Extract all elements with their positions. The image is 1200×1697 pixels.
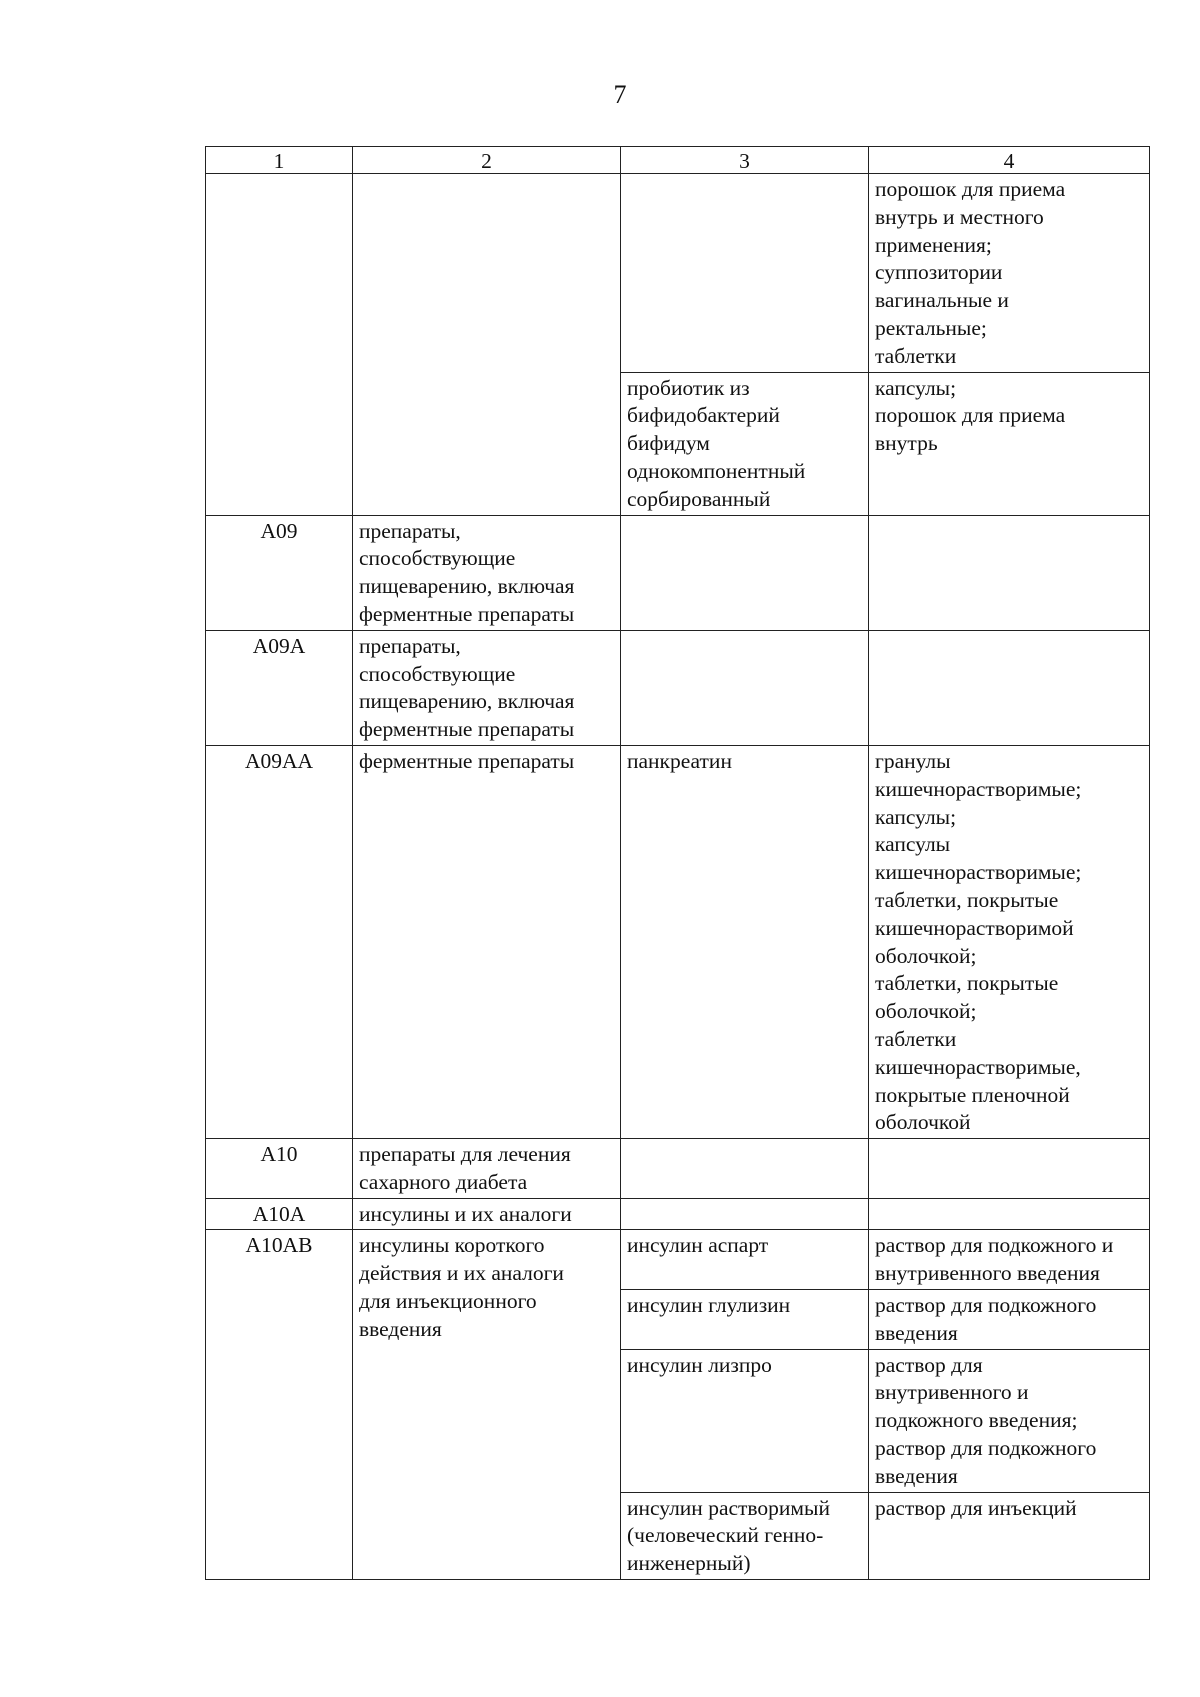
atc-code-cell [206,174,353,516]
drug-name-cell: инсулин растворимый (человеческий генно- инженерный) [621,1492,869,1579]
dosage-form-cell [869,1198,1150,1230]
table-row [206,174,1150,373]
dosage-form-cell: раствор для внутривенного и подкожного введения; раствор для подкожного введения [869,1349,1150,1492]
dosage-form-cell: гранулы кишечнорастворимые; капсулы; капсулы кишечнорастворимые; таблетки, покрытые кишечнорастворимой оболочкой; таблетки, покрытые оболочкой; таблетки кишечнорастворимые, покрытые пленочной оболочкой [869,745,1150,1138]
column-header-3: 3 [621,147,869,174]
dosage-form-cell [869,1139,1150,1199]
drug-name-cell [621,1198,869,1230]
group-name-cell: инсулины и их аналоги [353,1198,621,1230]
drug-name-cell: инсулин лизпро [621,1349,869,1492]
group-name-cell: препараты, способствующие пищеварению, включая ферментные препараты [353,630,621,745]
drug-name-cell: панкреатин [621,745,869,1138]
atc-code-cell: A09AA [206,745,353,1138]
atc-code-cell: A10A [206,1198,353,1230]
group-name-cell: инсулины короткого действия и их аналоги для инъекционного введения [353,1230,621,1580]
drug-name-cell [621,1139,869,1199]
table-row [206,1230,1150,1290]
table-row [206,515,1150,630]
atc-code-cell: A10 [206,1139,353,1199]
drug-name-cell: инсулин глулизин [621,1290,869,1350]
drug-name-cell [621,630,869,745]
atc-code-cell: A10AB [206,1230,353,1580]
table-row [206,1139,1150,1199]
column-header-4: 4 [869,147,1150,174]
dosage-form-cell: порошок для приема внутрь и местного применения; суппозитории вагинальные и ректальные; таблетки [869,174,1150,373]
table-row [206,745,1150,1138]
dosage-form-cell: раствор для инъекций [869,1492,1150,1579]
table-row [206,1198,1150,1230]
page-number: 7 [613,80,627,109]
dosage-form-cell: раствор для подкожного введения [869,1290,1150,1350]
drug-name-cell [621,174,869,373]
atc-code-cell: A09 [206,515,353,630]
dosage-form-cell: капсулы; порошок для приема внутрь [869,372,1150,515]
drug-name-cell: пробиотик из бифидобактерий бифидум однокомпонентный сорбированный [621,372,869,515]
dosage-form-cell [869,515,1150,630]
drug-name-cell: инсулин аспарт [621,1230,869,1290]
table-header-row [206,147,1150,174]
column-header-1: 1 [206,147,353,174]
drug-name-cell [621,515,869,630]
column-header-2: 2 [353,147,621,174]
group-name-cell: ферментные препараты [353,745,621,1138]
group-name-cell: препараты, способствующие пищеварению, включая ферментные препараты [353,515,621,630]
drug-table [205,146,1150,1580]
dosage-form-cell [869,630,1150,745]
group-name-cell: препараты для лечения сахарного диабета [353,1139,621,1199]
group-name-cell [353,174,621,516]
atc-code-cell: A09A [206,630,353,745]
dosage-form-cell: раствор для подкожного и внутривенного введения [869,1230,1150,1290]
table-row [206,630,1150,745]
